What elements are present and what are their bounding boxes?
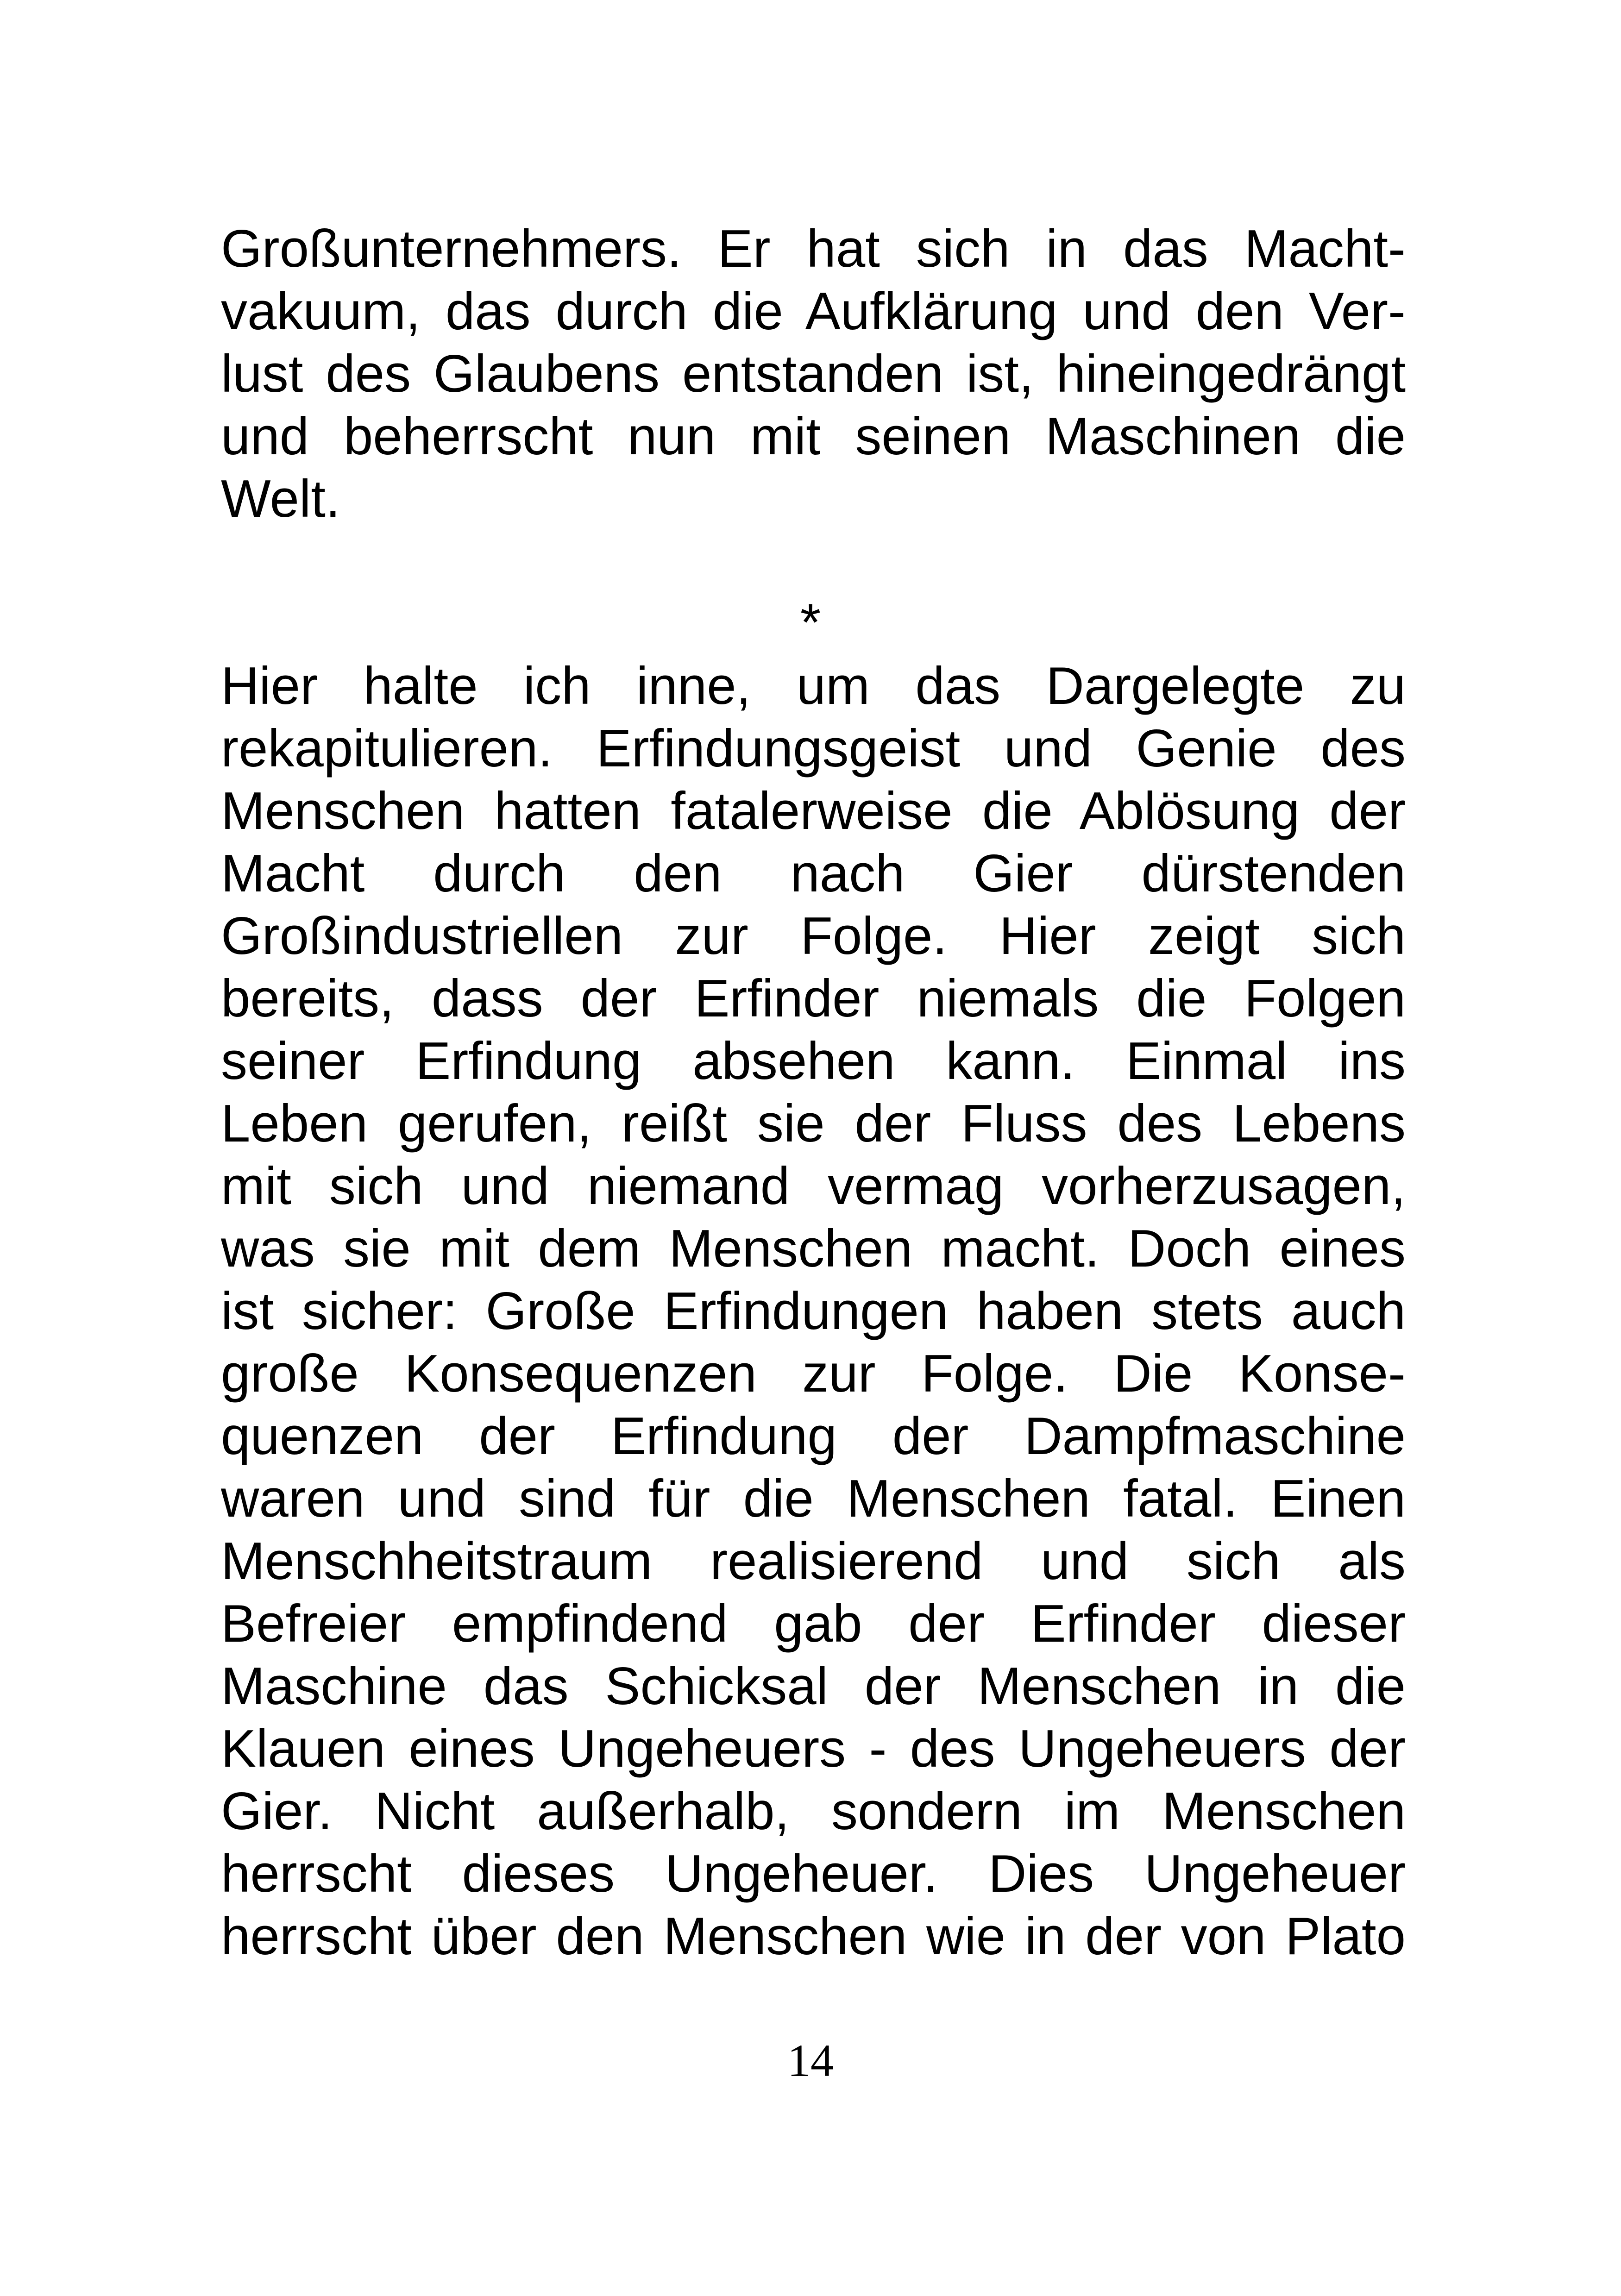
text-line: herrscht über den Menschen wie in der von Plato [221, 1907, 1406, 1966]
text-line: große Konsequenzen zur Folge. Die Konse- [221, 1344, 1406, 1403]
text-line: Menschheitstraum realisierend und sich als [221, 1532, 1406, 1591]
paragraph-2 [221, 655, 1406, 1968]
text-line: Maschine das Schicksal der Menschen in die [221, 1657, 1406, 1716]
text-line: vakuum, das durch die Aufklärung und den Ver- [221, 282, 1406, 341]
text-line: was sie mit dem Menschen macht. Doch eines [221, 1219, 1406, 1278]
text-line: Befreier empfindend gab der Erfinder dieser [221, 1594, 1406, 1653]
text-line: quenzen der Erfindung der Dampfmaschine [221, 1407, 1406, 1466]
text-line: Macht durch den nach Gier dürstenden [221, 844, 1406, 903]
text-line: Welt. [221, 470, 340, 528]
text-line: bereits, dass der Erfinder niemals die Folgen [221, 969, 1406, 1028]
text-line: Menschen hatten fatalerweise die Ablösung der [221, 782, 1406, 841]
text-line: lust des Glaubens entstanden ist, hineingedrängt [221, 345, 1406, 403]
section-separator: * [800, 593, 821, 652]
text-line: herrscht dieses Ungeheuer. Dies Ungeheuer [221, 1844, 1406, 1903]
text-line: Leben gerufen, reißt sie der Fluss des Lebens [221, 1094, 1406, 1153]
page-number: 14 [787, 2035, 834, 2086]
text-line: Großunternehmers. Er hat sich in das Macht- [221, 220, 1406, 278]
text-line: und beherrscht nun mit seinen Maschinen die [221, 407, 1406, 466]
text-line: Großindustriellen zur Folge. Hier zeigt sich [221, 907, 1406, 966]
text-line: Klauen eines Ungeheuers - des Ungeheuers der [221, 1719, 1406, 1778]
text-line: mit sich und niemand vermag vorherzusagen, [221, 1157, 1406, 1216]
text-line: Gier. Nicht außerhalb, sondern im Menschen [221, 1782, 1406, 1841]
paragraph-1 [221, 218, 1406, 530]
text-line: waren und sind für die Menschen fatal. Einen [221, 1469, 1406, 1528]
text-line: rekapitulieren. Erfindungsgeist und Genie des [221, 719, 1406, 778]
text-line: Hier halte ich inne, um das Dargelegte zu [221, 657, 1406, 715]
text-line: ist sicher: Große Erfindungen haben stets auch [221, 1282, 1406, 1341]
text-line: seiner Erfindung absehen kann. Einmal ins [221, 1032, 1406, 1091]
